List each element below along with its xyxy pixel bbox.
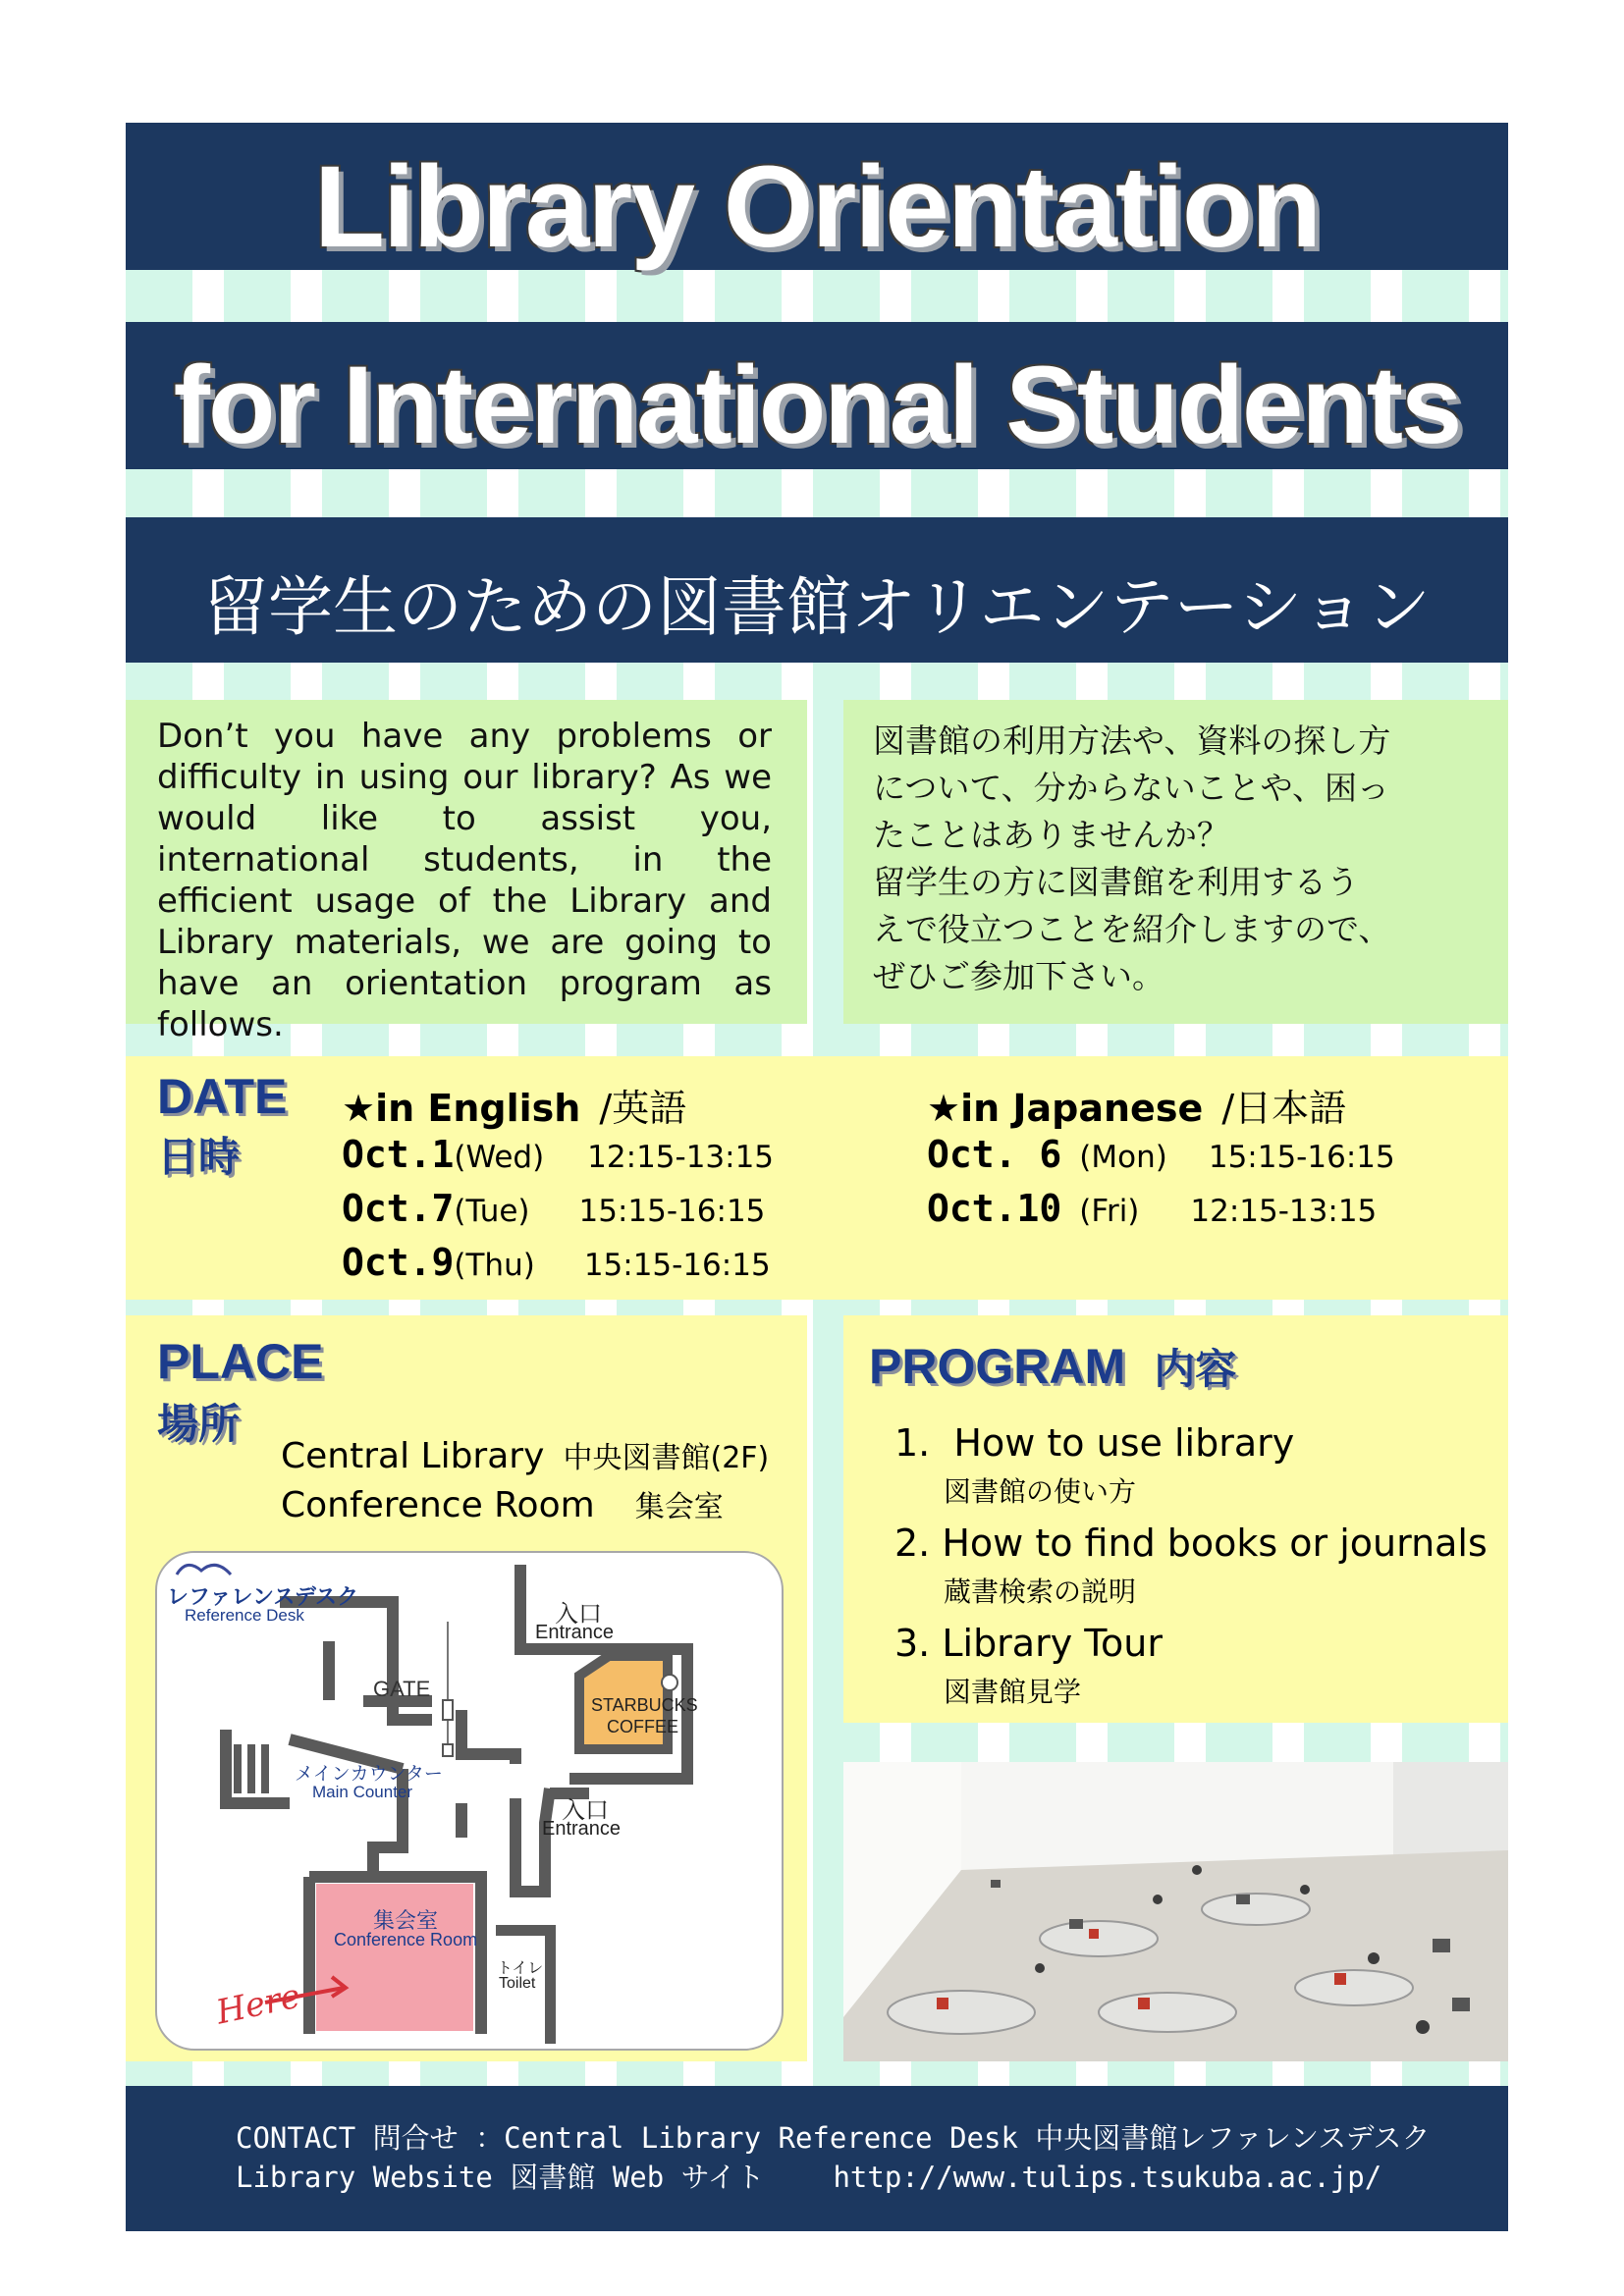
intro-japanese-text (843, 718, 1508, 1000)
session-time: 15:15-16:15 (583, 1248, 771, 1283)
japanese-label: ★in Japanese (927, 1087, 1204, 1130)
session-date: Oct.7 (342, 1187, 455, 1230)
program-heading-jp: 内容 (1154, 1346, 1237, 1392)
place-central-library-jp: 中央図書館(2F) (563, 1441, 770, 1475)
map-conference: Conference Room (334, 1930, 478, 1949)
intro-jp-line: 留学生の方に図書館を利用するう (873, 863, 1359, 901)
session-day: (Tue) (454, 1194, 530, 1229)
floor-map (155, 1551, 784, 2051)
english-sessions (342, 1078, 686, 1132)
program-section (843, 1315, 1508, 1723)
session-date: Oct.9 (342, 1241, 455, 1284)
intro-japanese-box (843, 700, 1508, 1024)
title-line-1: Library Orientation (313, 142, 1321, 272)
map-toilet-jp: トイレ (497, 1960, 544, 1977)
program-item-sub: 図書館の使い方 (944, 1475, 1137, 1508)
title-banner-jp (126, 517, 1508, 663)
program-item-sub: 蔵書検索の説明 (944, 1575, 1137, 1608)
session-date: Oct.10 (927, 1187, 1062, 1230)
place-line-2 (281, 1482, 724, 1525)
session-date: Oct.1 (342, 1133, 455, 1176)
program-item (894, 1522, 1488, 1610)
intro-jp-line: について、分からないことや、困っ (873, 769, 1390, 807)
stairs-icon (234, 1744, 269, 1793)
session-date: Oct. 6 (927, 1133, 1062, 1176)
session-time: 12:15-13:15 (1190, 1194, 1378, 1229)
title-banner-2 (126, 322, 1508, 469)
session-day: (Wed) (454, 1140, 545, 1175)
map-coffee: COFFEE (607, 1717, 679, 1736)
map-entrance-top: Entrance (535, 1622, 615, 1643)
place-line-1 (281, 1433, 769, 1476)
program-item-title: 1. How to use library (894, 1421, 1295, 1465)
library-photo (843, 1762, 1508, 2061)
session-row (927, 1187, 1377, 1230)
intro-jp-line: えで役立つことを紹介しますので、 (873, 910, 1391, 948)
session-time: 12:15-13:15 (587, 1140, 775, 1175)
date-section (126, 1056, 1508, 1300)
map-reference-desk-jp: レファレンスデスク (167, 1584, 359, 1609)
map-toilet: Toilet (499, 1975, 536, 1992)
place-heading: PLACE (157, 1334, 324, 1389)
place-heading-jp: 場所 (157, 1401, 241, 1447)
session-day: (Mon) (1079, 1140, 1167, 1175)
place-section (126, 1315, 807, 2061)
intro-jp-line: たことはありませんか？ (873, 816, 1229, 854)
title-banner-1 (126, 123, 1508, 270)
program-item-title: 3. Library Tour (894, 1622, 1163, 1665)
session-row (927, 1133, 1395, 1176)
map-main-counter: Main Counter (312, 1783, 413, 1801)
program-item-sub: 図書館見学 (944, 1676, 1082, 1708)
japanese-sessions (927, 1078, 1346, 1132)
session-time: 15:15-16:15 (1208, 1140, 1395, 1175)
contact-line: CONTACT 問合せ ：Central Library Reference Desk 中央図書館レファレンスデスク (236, 2121, 1431, 2155)
map-here: Here (212, 1976, 304, 2033)
program-item (894, 1421, 1294, 1510)
reference-desk-logo-icon (177, 1565, 231, 1575)
library-photo-drawing (843, 1762, 1508, 2061)
program-heading-row (869, 1337, 1236, 1396)
floor-map-drawing (157, 1553, 782, 2049)
date-heading: DATE (157, 1069, 288, 1124)
map-main-counter-jp: メインカウンター (295, 1764, 443, 1785)
map-entrance-top-jp: 入口 (555, 1601, 602, 1628)
session-day: (Fri) (1079, 1194, 1140, 1229)
map-entrance-bottom: Entrance (542, 1818, 622, 1840)
map-conference-jp: 集会室 (373, 1908, 439, 1933)
map-entrance-bottom-jp: 入口 (562, 1797, 609, 1824)
intro-english-box (126, 700, 807, 1044)
program-item-title: 2. How to find books or journals (894, 1522, 1488, 1565)
japanese-label-jp: /日本語 (1221, 1087, 1347, 1130)
map-gate: GATE (373, 1677, 431, 1701)
program-heading: PROGRAM (869, 1339, 1126, 1394)
starbucks-cup-icon (662, 1675, 677, 1690)
map-reference-desk: Reference Desk (185, 1606, 304, 1625)
english-label: ★in English (342, 1087, 581, 1130)
map-starbucks: STARBUCKS (591, 1695, 698, 1715)
place-conference-room: Conference Room (281, 1485, 595, 1525)
intro-jp-line: 図書館の利用方法や、資料の探し方 (873, 721, 1391, 760)
title-jp: 留学生のための図書館オリエンテーション (202, 569, 1432, 645)
english-label-jp: /英語 (599, 1087, 687, 1130)
title-line-2: for International Students (173, 344, 1461, 466)
session-time: 15:15-16:15 (578, 1194, 766, 1229)
place-central-library: Central Library (281, 1436, 545, 1476)
session-row (342, 1241, 771, 1284)
session-row (342, 1187, 765, 1230)
session-day: (Thu) (454, 1248, 535, 1283)
intro-english-text: Don’t you have any problems or difficulty in using our library? As we would like to assist you, international students, in the efficient usage of the Library and Library materials, we are going to have an orientation program as follows. (157, 717, 772, 1044)
session-row (342, 1133, 774, 1176)
intro-jp-line: ぜひご参加下さい。 (873, 957, 1164, 995)
program-item (894, 1622, 1163, 1710)
date-heading-jp: 日時 (157, 1134, 241, 1180)
website-line: Library Website 図書館 Web サイト http://www.tulips.tsukuba.ac.jp/ (236, 2161, 1382, 2194)
place-conference-room-jp: 集会室 (634, 1490, 724, 1524)
